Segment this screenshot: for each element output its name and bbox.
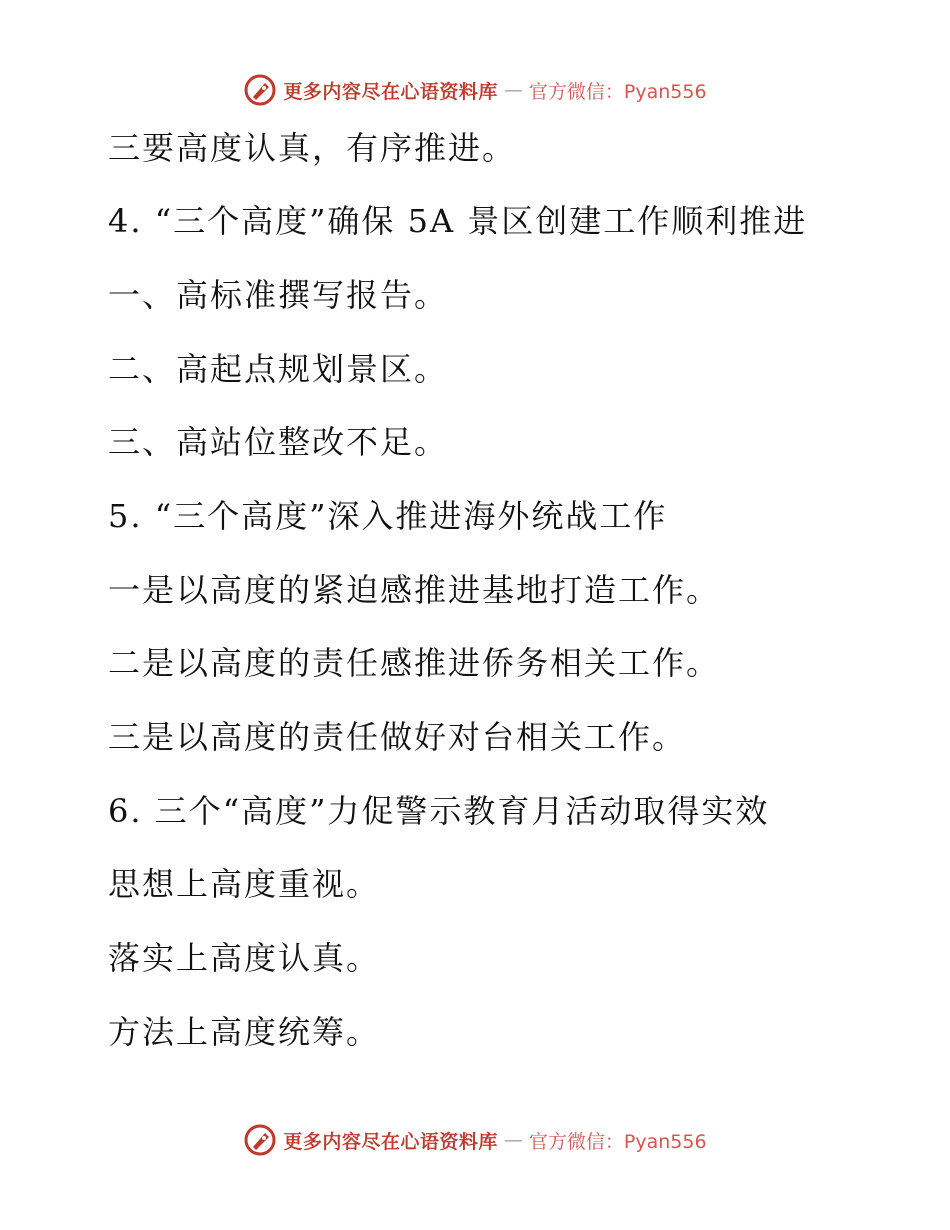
- header-banner: [0, 70, 950, 110]
- text-line: 三、高站位整改不足。: [108, 423, 449, 461]
- section-heading: 5. “三个高度”深入推进海外统战工作: [108, 497, 668, 535]
- pen-nib-logo-icon: [243, 1123, 277, 1157]
- pen-nib-logo-icon: [243, 73, 277, 107]
- text-line: 一是以高度的紧迫感推进基地打造工作。: [108, 571, 721, 609]
- text-line: 二是以高度的责任感推进侨务相关工作。: [108, 644, 721, 682]
- text-line: 三是以高度的责任做好对台相关工作。: [108, 718, 687, 756]
- banner-separator: —: [503, 79, 523, 101]
- text-line: 思想上高度重视。: [108, 865, 381, 903]
- banner-contact: 官方微信：Pyan556: [528, 1130, 707, 1153]
- footer-banner: [0, 1120, 950, 1160]
- banner-separator: —: [503, 1129, 523, 1151]
- text-line: 方法上高度统筹。: [108, 1013, 381, 1051]
- text-line: 三要高度认真，有序推进。: [108, 129, 517, 167]
- banner-title: 更多内容尽在心语资料库: [283, 1130, 498, 1153]
- section-heading: 4. “三个高度”确保 5A 景区创建工作顺利推进: [108, 202, 808, 240]
- text-line: 二、高起点规划景区。: [108, 350, 449, 388]
- section-heading: 6. 三个“高度”力促警示教育月活动取得实效: [108, 792, 770, 830]
- banner-contact: 官方微信：Pyan556: [528, 80, 707, 103]
- text-line: 落实上高度认真。: [108, 939, 381, 977]
- banner-title: 更多内容尽在心语资料库: [283, 80, 498, 103]
- text-line: 一、高标准撰写报告。: [108, 276, 449, 314]
